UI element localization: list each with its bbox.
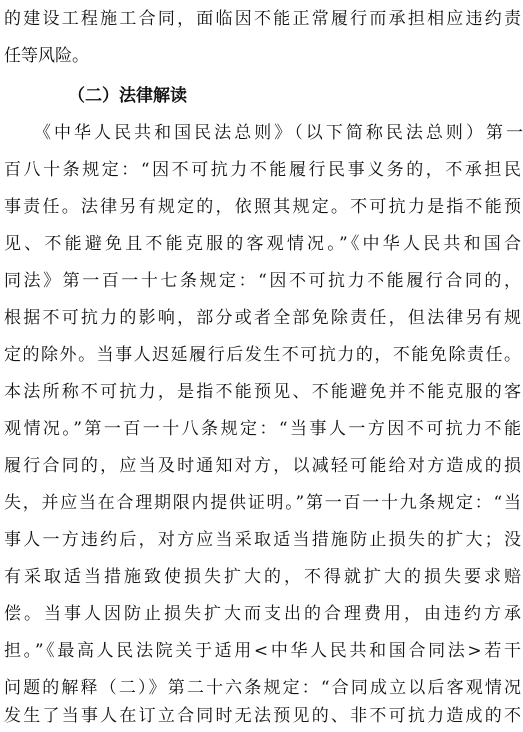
paragraph-line-13: 有采取适当措施致使损失扩大的，不得就扩大的损失要求赔 <box>4 567 521 587</box>
paragraph-line-3: 事责任。法律另有规定的，依照其规定。不可抗力是指不能预 <box>4 197 521 217</box>
paragraph-line-1: 《中华人民共和国民法总则》（以下简称民法总则）第一 <box>34 123 523 143</box>
paragraph-line-8: 本法所称不可抗力，是指不能预见、不能避免并不能克服的客 <box>4 382 521 402</box>
paragraph-line-17: 发生了当事人在订立合同时无法预见的、非不可抗力造成的不 <box>4 706 521 726</box>
paragraph-line-2: 百八十条规定：“因不可抗力不能履行民事义务的，不承担民 <box>4 160 521 180</box>
paragraph-line-5: 同法》第一百一十七条规定：“因不可抗力不能履行合同的， <box>4 271 521 291</box>
paragraph-line-11: 失，并应当在合理期限内提供证明。”第一百一十九条规定：“当 <box>4 493 521 513</box>
paragraph-line-14: 偿。当事人因防止损失扩大而支出的合理费用，由违约方承 <box>4 604 521 624</box>
paragraph-line-16: 问题的解释（二）》第二十六条规定：“合同成立以后客观情况 <box>4 678 521 698</box>
paragraph-line-10: 履行合同的，应当及时通知对方，以减轻可能给对方造成的损 <box>4 456 521 476</box>
paragraph-line-6: 根据不可抗力的影响，部分或者全部免除责任，但法律另有规 <box>4 308 521 328</box>
paragraph-line-15: 担。”《最高人民法院关于适用<中华人民共和国合同法>若干 <box>4 641 521 661</box>
paragraph-line-9: 观情况。”第一百一十八条规定：“当事人一方因不可抗力不能 <box>4 419 521 439</box>
text-line-2: 任等风险。 <box>4 46 89 66</box>
section-heading: （二）法律解读 <box>68 86 187 106</box>
paragraph-line-7: 定的除外。当事人迟延履行后发生不可抗力的，不能免除责任。 <box>4 345 521 365</box>
paragraph-line-12: 事人一方违约后，对方应当采取适当措施防止损失的扩大；没 <box>4 530 521 550</box>
paragraph-line-4: 见、不能避免且不能克服的客观情况。”《中华人民共和国合 <box>4 234 521 254</box>
text-line-1: 的建设工程施工合同，面临因不能正常履行而承担相应违约责 <box>4 9 521 29</box>
